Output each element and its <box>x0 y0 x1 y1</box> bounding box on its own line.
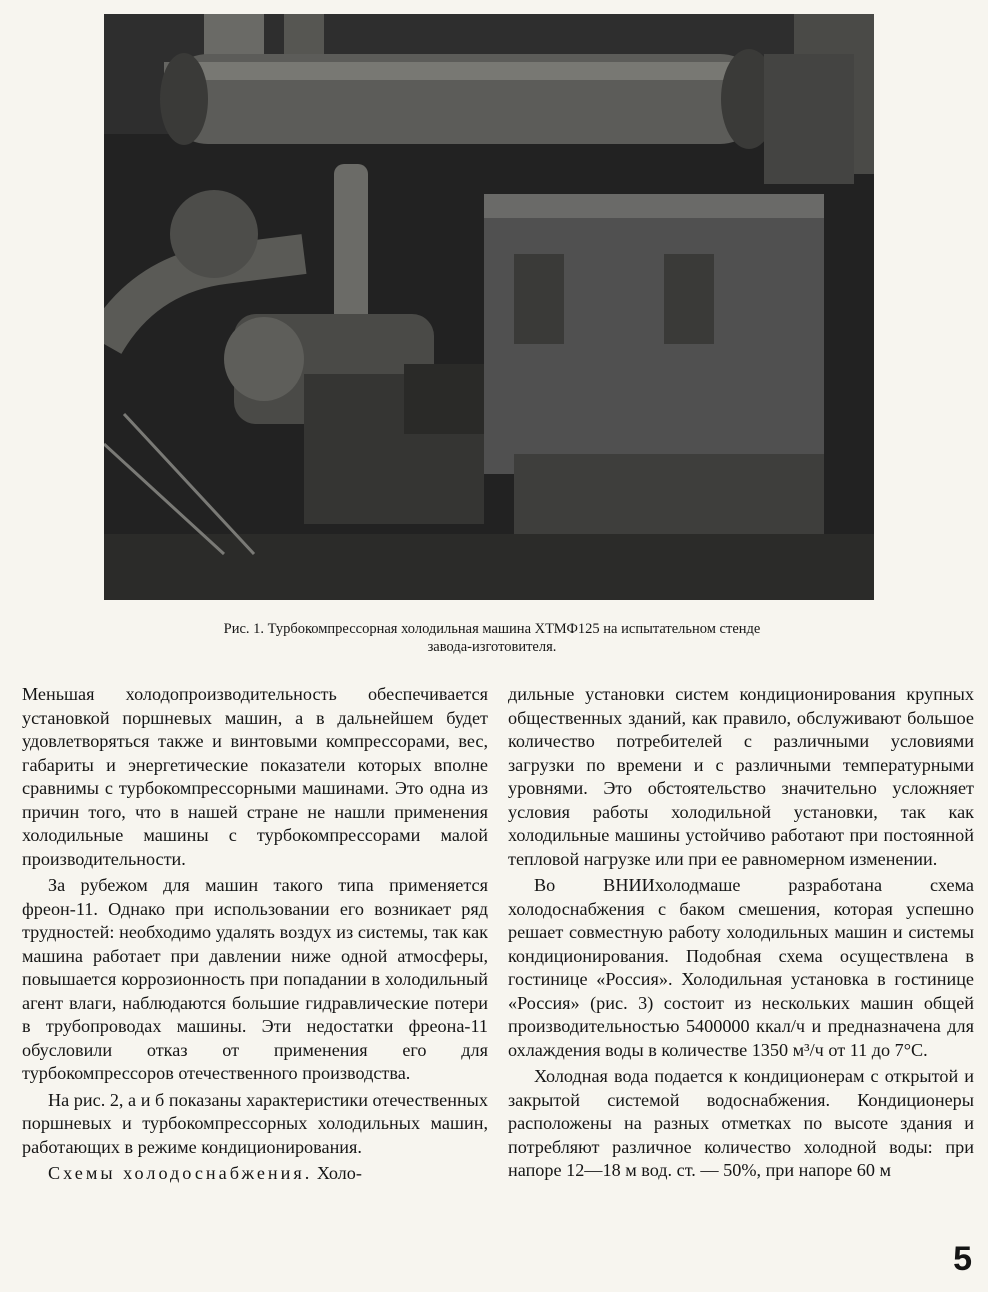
right-paragraph-3: Холодная вода подается к кондиционерам с открытой и закрытой системой водоснабжения. Кондиционеры расположены на разных отметках по высоте здания и потребляют различное количество холодной воды: при напоре 12—18 м вод. ст. — 50%, при напоре 60 м <box>508 1066 974 1180</box>
right-paragraph-1: дильные установки систем кондиционирования крупных общественных зданий, как правило, обслуживают большое количество потребителей с различными условиями загрузки по времени и с различными температурными уровнями. Это обстоятельство значительно усложняет условия работы холодильной установки, так как холодильные машины устойчиво работают при постоянной тепловой нагрузке или при ее равномерном изменении. <box>508 684 974 869</box>
page-number: 5 <box>953 1240 972 1278</box>
left-paragraph-4-text: Холо- <box>316 1163 362 1183</box>
left-paragraph-2: За рубежом для машин такого типа применяется фреон-11. Однако при использовании его возникает ряд трудностей: необходимо удалять воздух из системы, так как машина работает при давлении ниже одной атмосферы, повышается коррозионность при попадании в холодильный агент влаги, наблюдаются большие гидравлические потери в трубопроводах машины. Эти недостатки фреона-11 обусловили отказ от применения его для турбокомпрессоров отечественного производства. <box>22 875 488 1083</box>
figure-photo <box>104 14 874 600</box>
right-paragraph-2: Во ВНИИхолодмаше разработана схема холодоснабжения с баком смешения, которая успешно решает совместную работу холодильных машин и системы кондиционирования. Подобная схема осуществлена в гостинице «Россия». Холодильная установка в гостинице «Россия» (рис. 3) состоит из нескольких машин общей производительностью 5400000 ккал/ч и предназначена для охлаждения воды в количестве 1350 м³/ч от 11 до 7°С. <box>508 875 974 1060</box>
caption-line-2: завода-изготовителя. <box>427 639 557 655</box>
left-paragraph-4 <box>22 1162 488 1186</box>
left-column <box>22 683 488 1186</box>
right-column <box>508 683 974 1183</box>
section-heading-cold-supply: Схемы холодоснабжения. <box>48 1163 313 1183</box>
caption-line-1: Рис. 1. Турбокомпрессорная холодильная машина ХТМФ125 на испытательном стенде <box>223 621 761 637</box>
left-paragraph-1: Меньшая холодопроизводительность обеспечивается установкой поршневых машин, а в дальнейшем будет удовлетворяться также и винтовыми компрессорами, вес, габариты и энергетические показатели которых вполне сравнимы с турбокомпрессорными машинами. Это одна из причин того, что в нашей стране не нашли применения холодильные машины с турбокомпрессорами малой производительности. <box>22 684 488 869</box>
left-paragraph-3: На рис. 2, а и б показаны характеристики отечественных поршневых и турбокомпрессорных холодильных машин, работающих в режиме кондиционирования. <box>22 1089 488 1157</box>
figure-caption <box>96 620 888 656</box>
machine-photo-illustration <box>104 14 874 600</box>
